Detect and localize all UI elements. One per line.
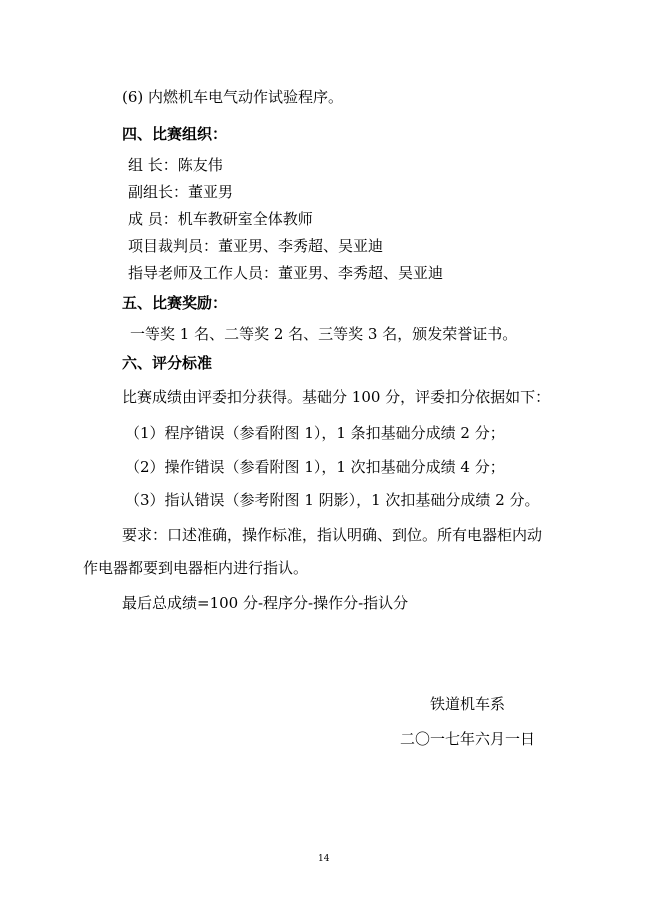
final-score-formula: 最后总成绩=100 分-程序分-操作分-指认分 (122, 594, 409, 612)
awards-text: 一等奖 1 名、二等奖 2 名、三等奖 3 名，颁发荣誉证书。 (130, 325, 518, 343)
signature-department: 铁道机车系 (430, 695, 506, 713)
page-number: 14 (318, 854, 330, 864)
org-row-judges: 项目裁判员：董亚男、李秀超、吴亚迪 (128, 237, 384, 255)
org-row-deputy: 副组长：董亚男 (128, 183, 234, 201)
signature-date: 二〇一七年六月一日 (400, 730, 536, 748)
scoring-intro: 比赛成绩由评委扣分获得。基础分 100 分，评委扣分依据如下： (122, 388, 551, 406)
org-row-staff: 指导老师及工作人员：董亚男、李秀超、吴亚迪 (128, 264, 444, 282)
org-row-members: 成 员：机车教研室全体教师 (128, 210, 313, 228)
org-row-leader: 组 长：陈友伟 (128, 156, 223, 174)
item-6-text: (6) 内燃机车电气动作试验程序。 (122, 88, 344, 106)
requirement-line-2: 作电器都要到电器柜内进行指认。 (83, 559, 309, 577)
criterion-procedure: （1）程序错误（参看附图 1），1 条扣基础分成绩 2 分； (125, 424, 505, 442)
requirement-line-1: 要求：口述准确，操作标准，指认明确、到位。所有电器柜内动 (122, 526, 543, 544)
section-6-heading: 六、评分标准 (122, 354, 213, 372)
criterion-operation: （2）操作错误（参看附图 1），1 次扣基础分成绩 4 分； (125, 458, 505, 476)
section-5-heading: 五、比赛奖励： (122, 294, 228, 312)
criterion-pointing: （3）指认错误（参考附图 1 阴影），1 次扣基础分成绩 2 分。 (125, 491, 540, 509)
section-4-heading: 四、比赛组织： (122, 125, 228, 143)
